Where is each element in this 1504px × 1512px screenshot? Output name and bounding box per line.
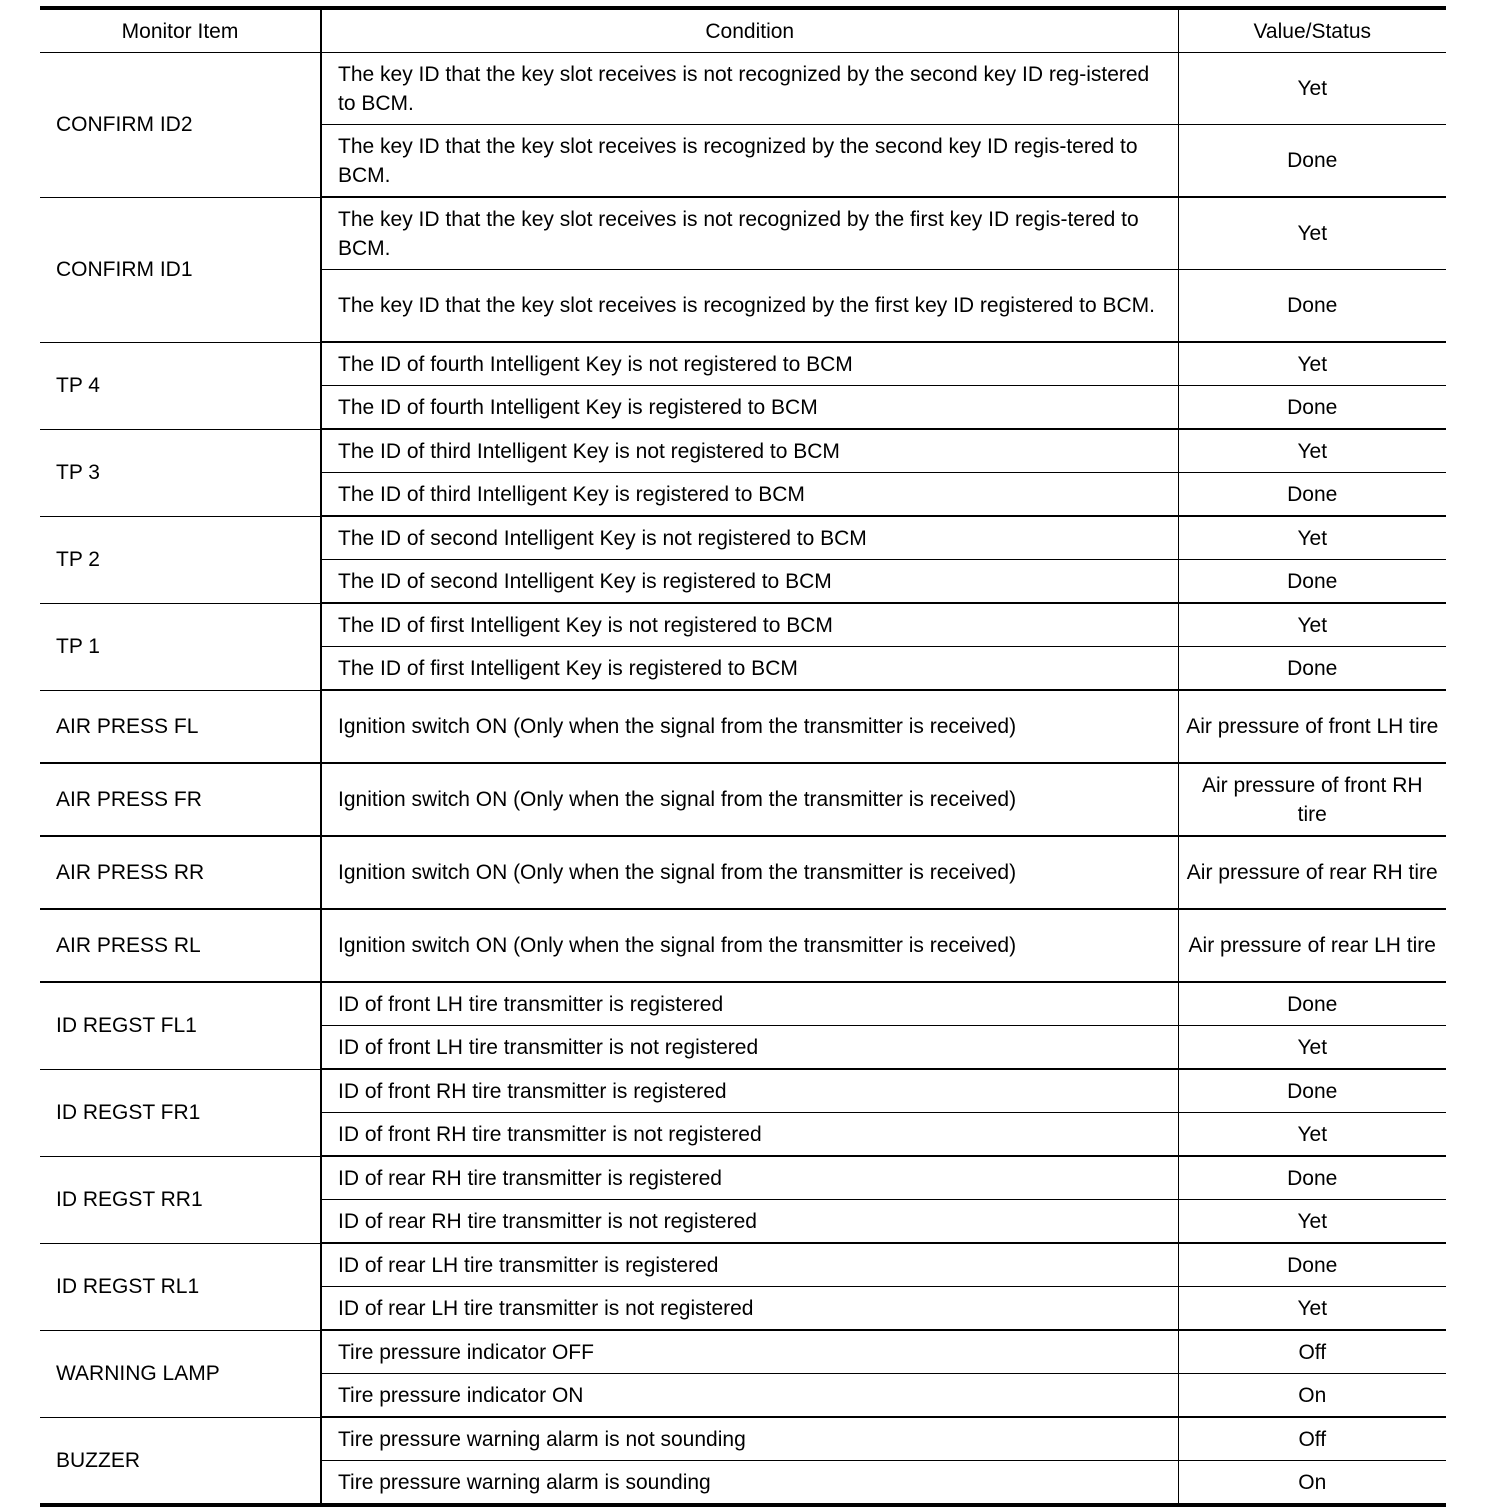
table-row	[40, 1330, 1446, 1374]
condition-cell: Ignition switch ON (Only when the signal from the transmitter is received)	[321, 690, 1178, 763]
condition-cell: ID of front LH tire transmitter is not registered	[321, 1026, 1178, 1070]
condition-cell: The ID of fourth Intelligent Key is registered to BCM	[321, 386, 1178, 430]
header-row	[40, 8, 1446, 53]
monitor-item-cell: TP 4	[40, 342, 321, 429]
value-status-cell: Off	[1178, 1417, 1446, 1461]
condition-cell: Ignition switch ON (Only when the signal from the transmitter is received)	[321, 909, 1178, 982]
condition-cell: ID of front LH tire transmitter is registered	[321, 982, 1178, 1026]
condition-cell: The ID of first Intelligent Key is registered to BCM	[321, 647, 1178, 691]
condition-cell: ID of front RH tire transmitter is registered	[321, 1069, 1178, 1113]
table-row	[40, 1243, 1446, 1287]
table-row	[40, 603, 1446, 647]
monitor-item-cell: AIR PRESS RL	[40, 909, 321, 982]
condition-cell: The ID of fourth Intelligent Key is not registered to BCM	[321, 342, 1178, 386]
monitor-item-cell: BUZZER	[40, 1417, 321, 1505]
value-status-cell: Air pressure of front LH tire	[1178, 690, 1446, 763]
value-status-cell: Done	[1178, 386, 1446, 430]
condition-cell: ID of rear LH tire transmitter is not registered	[321, 1287, 1178, 1331]
condition-cell: The ID of second Intelligent Key is registered to BCM	[321, 560, 1178, 604]
table-row	[40, 1069, 1446, 1113]
value-status-cell: Done	[1178, 270, 1446, 343]
value-status-cell: Yet	[1178, 197, 1446, 270]
header-condition: Condition	[321, 8, 1178, 53]
table-row	[40, 982, 1446, 1026]
condition-cell: Tire pressure warning alarm is sounding	[321, 1461, 1178, 1506]
table-row	[40, 1156, 1446, 1200]
condition-cell: Ignition switch ON (Only when the signal from the transmitter is received)	[321, 763, 1178, 836]
value-status-cell: Done	[1178, 1156, 1446, 1200]
condition-cell: The key ID that the key slot receives is recognized by the second key ID regis-tered to BCM.	[321, 125, 1178, 198]
condition-cell: ID of front RH tire transmitter is not registered	[321, 1113, 1178, 1157]
table-row	[40, 763, 1446, 836]
monitor-item-cell: AIR PRESS FL	[40, 690, 321, 763]
monitor-item-cell: CONFIRM ID1	[40, 197, 321, 342]
monitor-item-cell: ID REGST RR1	[40, 1156, 321, 1243]
value-status-cell: Done	[1178, 125, 1446, 198]
monitor-item-cell: TP 3	[40, 429, 321, 516]
condition-cell: The key ID that the key slot receives is not recognized by the second key ID reg-istered to BCM.	[321, 53, 1178, 125]
table-row	[40, 342, 1446, 386]
condition-cell: The ID of first Intelligent Key is not registered to BCM	[321, 603, 1178, 647]
value-status-cell: Done	[1178, 647, 1446, 691]
table-row	[40, 836, 1446, 909]
monitor-item-cell: ID REGST FR1	[40, 1069, 321, 1156]
table-row	[40, 909, 1446, 982]
condition-cell: Tire pressure warning alarm is not sounding	[321, 1417, 1178, 1461]
value-status-cell: Off	[1178, 1330, 1446, 1374]
value-status-cell: Done	[1178, 1243, 1446, 1287]
value-status-cell: Yet	[1178, 603, 1446, 647]
value-status-cell: Air pressure of rear RH tire	[1178, 836, 1446, 909]
monitor-item-table	[40, 6, 1446, 1507]
value-status-cell: Yet	[1178, 342, 1446, 386]
table-row	[40, 197, 1446, 270]
value-status-cell: Yet	[1178, 1287, 1446, 1331]
value-status-cell: On	[1178, 1374, 1446, 1418]
monitor-item-cell: AIR PRESS FR	[40, 763, 321, 836]
condition-cell: Tire pressure indicator ON	[321, 1374, 1178, 1418]
condition-cell: Tire pressure indicator OFF	[321, 1330, 1178, 1374]
monitor-item-cell: TP 2	[40, 516, 321, 603]
value-status-cell: Done	[1178, 560, 1446, 604]
condition-cell: The key ID that the key slot receives is not recognized by the first key ID regis-tered to BCM.	[321, 197, 1178, 270]
condition-cell: ID of rear LH tire transmitter is registered	[321, 1243, 1178, 1287]
header-value-status: Value/Status	[1178, 8, 1446, 53]
value-status-cell: Done	[1178, 1069, 1446, 1113]
monitor-item-cell: AIR PRESS RR	[40, 836, 321, 909]
condition-cell: ID of rear RH tire transmitter is registered	[321, 1156, 1178, 1200]
value-status-cell: Yet	[1178, 53, 1446, 125]
value-status-cell: On	[1178, 1461, 1446, 1506]
header-monitor-item: Monitor Item	[40, 8, 321, 53]
condition-cell: The ID of third Intelligent Key is not registered to BCM	[321, 429, 1178, 473]
value-status-cell: Done	[1178, 982, 1446, 1026]
condition-cell: Ignition switch ON (Only when the signal from the transmitter is received)	[321, 836, 1178, 909]
value-status-cell: Yet	[1178, 516, 1446, 560]
value-status-cell: Yet	[1178, 1200, 1446, 1244]
table-row	[40, 53, 1446, 125]
condition-cell: The ID of second Intelligent Key is not registered to BCM	[321, 516, 1178, 560]
condition-cell: The ID of third Intelligent Key is registered to BCM	[321, 473, 1178, 517]
table-row	[40, 1417, 1446, 1461]
condition-cell: ID of rear RH tire transmitter is not registered	[321, 1200, 1178, 1244]
condition-cell: The key ID that the key slot receives is recognized by the first key ID registered to BCM.	[321, 270, 1178, 343]
value-status-cell: Yet	[1178, 1113, 1446, 1157]
table-row	[40, 690, 1446, 763]
value-status-cell: Air pressure of rear LH tire	[1178, 909, 1446, 982]
monitor-item-cell: ID REGST RL1	[40, 1243, 321, 1330]
monitor-item-cell: ID REGST FL1	[40, 982, 321, 1069]
monitor-item-cell: CONFIRM ID2	[40, 53, 321, 198]
value-status-cell: Air pressure of front RH tire	[1178, 763, 1446, 836]
value-status-cell: Yet	[1178, 429, 1446, 473]
monitor-item-cell: TP 1	[40, 603, 321, 690]
value-status-cell: Done	[1178, 473, 1446, 517]
table-row	[40, 429, 1446, 473]
table-row	[40, 516, 1446, 560]
value-status-cell: Yet	[1178, 1026, 1446, 1070]
table-body	[40, 53, 1446, 1506]
monitor-item-cell: WARNING LAMP	[40, 1330, 321, 1417]
table-header	[40, 8, 1446, 53]
